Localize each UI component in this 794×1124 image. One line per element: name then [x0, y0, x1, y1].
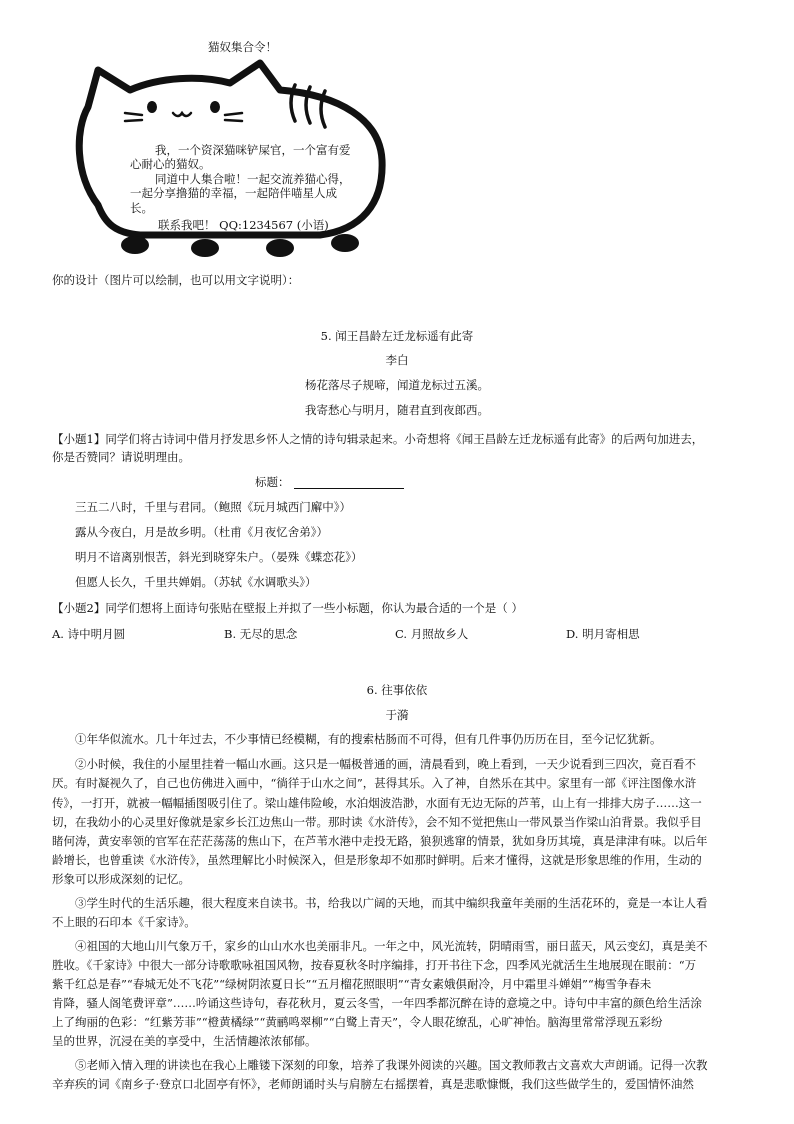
p5-line-1: ⑤老师入情入理的讲读也在我心上雕镂下深刻的印象，培养了我课外阅读的兴趣。国文教师教古文喜欢大声朗诵。记得一次教 — [75, 1058, 708, 1072]
design-prompt: 你的设计（图片可以绘制，也可以用文字说明）： — [52, 273, 300, 287]
p2-line-2: 厌。有时凝视久了，自己也仿佛进入画中，“徜徉于山水之间”，甚得其乐。入了神，自然乐在其中。家里有一部《评注图像水浒 — [52, 776, 697, 790]
p5-line-2: 辛弃疾的词《南乡子·登京口北固亭有怀》，老师朗诵时头与肩膀左右摇摆着，真是悲歌慷慨，我们这些做学生的，爱国情怀油然 — [52, 1077, 694, 1091]
p4-line-6: 呈的世界，沉浸在美的享受中，生活情趣浓浓郁郁。 — [52, 1034, 317, 1048]
p2-line-5: 睹何涛，黄安率领的官军在茫茫荡荡的焦山下，在芦苇水港中走投无路，狼狈逃窜的情景，犹如身历其境，真是津津有味。以后年 — [52, 834, 708, 848]
p2-line-4: 切，在我幼小的心灵里好像就是家乡长江边焦山一带。那时读《水浒传》，会不知不觉把焦山一带风景当作梁山泊背景。我似乎目 — [52, 815, 702, 829]
card-contact: 联系我吧！ QQ:1234567 (小语) — [158, 218, 329, 232]
p4-line-1: ④祖国的大地山川气象万千，家乡的山山水水也美丽非凡。一年之中，风光流转，阴晴雨雪，丽日蓝天，风云变幻，真是美不 — [75, 939, 708, 953]
p2-line-1: ②小时候，我住的小屋里挂着一幅山水画。这只是一幅极普通的画，清晨看到，晚上看到，一天少说看到三四次，竟百看不 — [75, 757, 696, 771]
p4-line-5: 上了绚丽的色彩：“红紫芳菲”“橙黄橘绿”“黄鹂鸣翠柳”“白鹭上青天”，令人眼花缭乱，心旷神怡。脑海里常常浮现五彩纷 — [52, 1015, 663, 1029]
p2-line-6: 龄增长，也曾重读《水浒传》，虽然理解比小时候深入，但是形象却不如那时鲜明。后来才懂得，这就是形象思维的作用，生动的 — [52, 853, 702, 867]
p3-line-2: 不上眼的石印本《千家诗》。 — [52, 915, 196, 929]
title-answer-line — [255, 475, 404, 489]
card-line-4: 一起分享撸猫的幸福，一起陪伴喵星人成 — [130, 186, 337, 200]
quote-3: 明月不谙离别恨苦，斜光到晓穿朱户。（晏殊《蝶恋花》） — [75, 550, 363, 564]
q5-author: 李白 — [385, 353, 409, 367]
quote-2: 露从今夜白，月是故乡明。（杜甫《月夜忆舍弟》） — [75, 525, 328, 539]
quote-4: 但愿人长久，千里共婵娟。（苏轼《水调歌头》） — [75, 575, 317, 589]
title-blank[interactable] — [294, 476, 404, 489]
p2-line-3: 传》，一打开，就被一幅幅插图吸引住了。梁山雄伟险峻，水泊烟波浩渺，水面有无边无际的芦苇，山上有一排排大房子……这一 — [52, 796, 702, 810]
title-label: 标题： — [255, 475, 290, 489]
card-title: 猫奴集合令！ — [208, 40, 277, 54]
p4-line-3: 紫千红总是春”“春城无处不飞花”“绿树阴浓夏日长”“五月榴花照眼明”“青女素娥俱耐冷，月中霜里斗婵娟”“梅雪争春未 — [52, 977, 652, 991]
p2-line-7: 形象可以形成深刻的记忆。 — [52, 872, 190, 886]
card-line-3: 同道中人集合啦！一起交流养猫心得， — [155, 172, 351, 186]
p3-line-1: ③学生时代的生活乐趣，很大程度来自读书。书，给我以广阔的天地，而其中编织我童年美丽的生活花环的，竟是一本让人看 — [75, 896, 708, 910]
option-c[interactable]: C. 月照故乡人 — [395, 627, 469, 641]
q6-author: 于漪 — [385, 708, 409, 722]
p4-line-2: 胜收。《千家诗》中很大一部分诗歌歌咏祖国风物，按春夏秋冬时序编排，打开书往下念，四季风光就活生生地展现在眼前：“万 — [52, 958, 697, 972]
card-line-2: 心耐心的猫奴。 — [130, 157, 211, 171]
q5-sub2: 【小题2】同学们想将上面诗句张贴在壁报上并拟了一些小标题，你认为最合适的一个是（ ） — [52, 601, 523, 615]
p1-line-1: ①年华似流水。几十年过去，不少事情已经模糊，有的搜索枯肠而不可得，但有几件事仍历历在目，至今记忆犹新。 — [75, 732, 662, 746]
q5-poem-line-2: 我寄愁心与明月，随君直到夜郎西。 — [305, 403, 489, 417]
q5-heading: 5. 闻王昌龄左迁龙标遥有此寄 — [320, 329, 474, 343]
q5-sub1-line-2: 你是否赞同？请说明理由。 — [52, 450, 190, 464]
card-line-1: 我，一个资深猫咪铲屎官，一个富有爱 — [155, 143, 351, 157]
q5-poem-line-1: 杨花落尽子规啼，闻道龙标过五溪。 — [305, 378, 489, 392]
card-line-5: 长。 — [130, 201, 153, 215]
p4-line-4: 肯降，骚人阁笔费评章”……吟诵这些诗句，春花秋月，夏云冬雪，一年四季都沉醉在诗的意境之中。诗句中丰富的颜色给生活涂 — [52, 996, 702, 1010]
q6-heading: 6. 往事依依 — [366, 683, 428, 697]
quote-1: 三五二八时，千里与君同。（鲍照《玩月城西门廨中》） — [75, 500, 351, 514]
q5-sub1-line-1: 【小题1】同学们将古诗词中借月抒发思乡怀人之情的诗句辑录起来。小奇想将《闻王昌龄左迁龙标遥有此寄》的后两句加进去， — [52, 432, 704, 446]
option-d[interactable]: D. 明月寄相思 — [566, 627, 640, 641]
option-b[interactable]: B. 无尽的思念 — [224, 627, 298, 641]
option-a[interactable]: A. 诗中明月圆 — [52, 627, 126, 641]
